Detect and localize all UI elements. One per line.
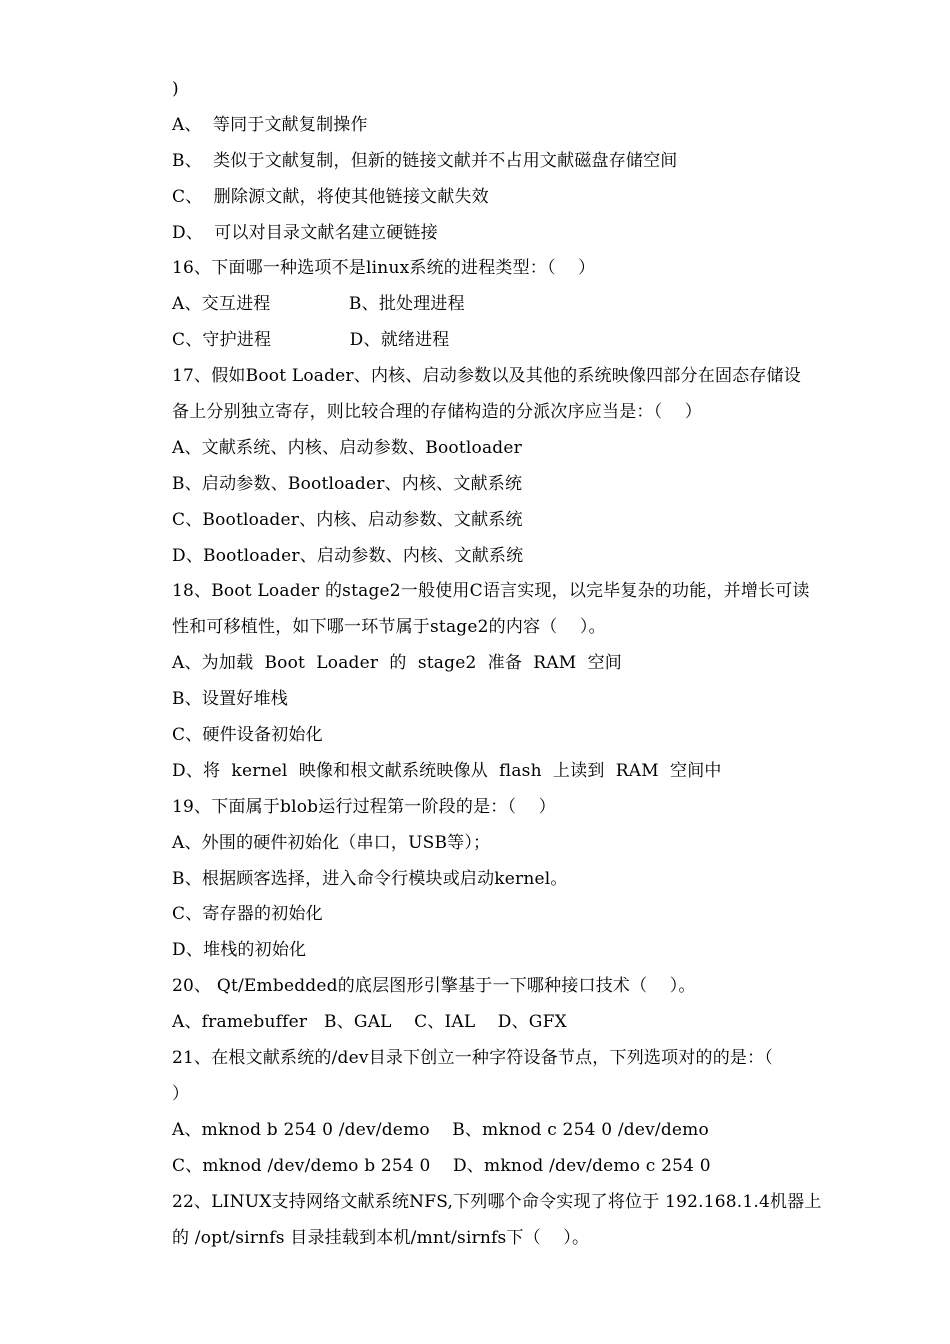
option-a: A、 等同于文献复制操作 (172, 114, 368, 135)
document-page (172, 72, 872, 1256)
q18-option-d: D、将 kernel 映像和根文献系统映像从 flash 上读到 RAM 空间中 (172, 760, 722, 781)
q19-option-b: B、根据顾客选择，进入命令行模块或启动kernel。 (172, 868, 568, 889)
question-19: 19、下面属于blob运行过程第一阶段的是：（ ） (172, 796, 556, 817)
question-21: 21、在根文献系统的/dev目录下创立一种字符设备节点，下列选项对的的是：（ (172, 1048, 774, 1069)
q21-options-cd: C、mknod /dev/demo b 254 0 D、mknod /dev/demo c 254 0 (172, 1155, 711, 1176)
q17-option-c: C、Bootloader、内核、启动参数、文献系统 (172, 509, 523, 530)
question-22: 22、LINUX支持网络文献系统NFS,下列哪个命令实现了将位于 192.168.1.4机器上 (172, 1191, 822, 1212)
question-18-cont: 性和可移植性，如下哪一环节属于stage2的内容（ ）。 (172, 617, 606, 638)
question-20: 20、 Qt/Embedded的底层图形引擎基于一下哪种接口技术（ ）。 (172, 976, 696, 997)
question-17: 17、假如Boot Loader、内核、启动参数以及其他的系统映像四部分在固态存储设 (172, 366, 801, 387)
question-17-cont: 备上分别独立寄存，则比较合理的存储构造的分派次序应当是：（ ） (172, 402, 702, 423)
q16-options-ab: A、交互进程 B、批处理进程 (172, 294, 465, 315)
q18-option-b: B、设置好堆栈 (172, 689, 288, 710)
q18-option-c: C、硬件设备初始化 (172, 725, 323, 746)
q17-option-d: D、Bootloader、启动参数、内核、文献系统 (172, 545, 524, 566)
option-c: C、 删除源文献，将使其他链接文献失效 (172, 186, 489, 207)
q17-option-b: B、启动参数、Bootloader、内核、文献系统 (172, 473, 523, 494)
option-b: B、 类似于文献复制，但新的链接文献并不占用文献磁盘存储空间 (172, 150, 678, 171)
q16-options-cd: C、守护进程 D、就绪进程 (172, 330, 450, 351)
q21-options-ab: A、mknod b 254 0 /dev/demo B、mknod c 254 0 /dev/demo (172, 1119, 709, 1140)
q20-options: A、framebuffer B、GAL C、IAL D、GFX (172, 1012, 567, 1033)
q19-option-c: C、寄存器的初始化 (172, 904, 323, 925)
q19-option-d: D、堆栈的初始化 (172, 940, 307, 961)
q19-option-a: A、外围的硬件初始化（串口，USB等）； (172, 832, 491, 853)
q18-option-a: A、为加载 Boot Loader 的 stage2 准备 RAM 空间 (172, 653, 622, 674)
question-21-cont: ） (172, 1083, 190, 1104)
question-18: 18、Boot Loader 的stage2一般使用C语言实现，以完毕复杂的功能，并增长可读 (172, 581, 810, 602)
answer-paren-close: ) (172, 79, 179, 99)
option-d: D、 可以对目录文献名建立硬链接 (172, 222, 438, 243)
q17-option-a: A、文献系统、内核、启动参数、Bootloader (172, 437, 522, 458)
question-16: 16、下面哪一种选项不是linux系统的进程类型：（ ） (172, 258, 596, 279)
question-22-cont: 的 /opt/sirnfs 目录挂载到本机/mnt/sirnfs下（ ）。 (172, 1227, 590, 1248)
